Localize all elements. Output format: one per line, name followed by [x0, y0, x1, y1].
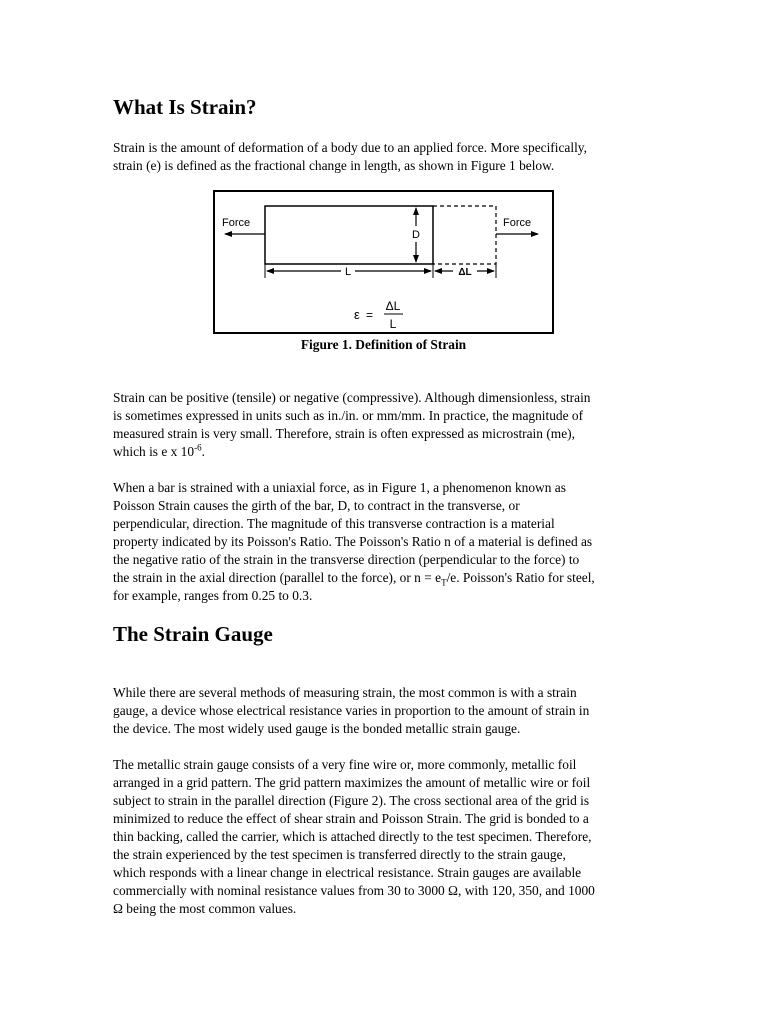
strain-definition-figure	[213, 190, 554, 334]
text-fragment: /e. Poisson's Ratio for steel,	[446, 570, 595, 585]
paragraph-measuring-strain	[113, 684, 658, 738]
text-line: is sometimes expressed in units such as in./in. or mm/mm. In practice, the magnitude of	[113, 408, 584, 423]
text-line: The metallic strain gauge consists of a very fine wire or, more commonly, metallic foil	[113, 757, 577, 772]
text-line: strain (e) is defined as the fractional change in length, as shown in Figure 1 below.	[113, 158, 555, 173]
paragraph-poisson-strain	[113, 479, 658, 605]
text-line: the device. The most widely used gauge is the bonded metallic strain gauge.	[113, 721, 521, 736]
bar-elongation-dashed	[433, 206, 496, 264]
paragraph-strain-definition	[113, 139, 658, 175]
text-line	[113, 569, 658, 587]
text-fragment: the strain in the axial direction (parallel to the force), or n = e	[113, 570, 442, 585]
text-line: the strain experienced by the test specimen is transferred directly to the strain gauge,	[113, 847, 566, 862]
text-line: property indicated by its Poisson's Ratio. The Poisson's Ratio n of a material is defined as	[113, 534, 593, 549]
text-line: Strain can be positive (tensile) or negative (compressive). Although dimensionless, strain	[113, 390, 591, 405]
superscript: -6	[194, 442, 202, 453]
text-fragment: .	[201, 444, 205, 459]
equation-equals: =	[366, 308, 374, 322]
text-line: for example, ranges from 0.25 to 0.3.	[113, 588, 313, 603]
text-line: commercially with nominal resistance values from 30 to 3000 Ω, with 120, 350, and 1000	[113, 883, 595, 898]
text-line: the negative ratio of the strain in the transverse direction (perpendicular to the force) to	[113, 552, 580, 567]
text-line: Ω being the most common values.	[113, 901, 297, 916]
text-line: Poisson Strain causes the girth of the bar, D, to contract in the transverse, or	[113, 498, 520, 513]
text-line: When a bar is strained with a uniaxial force, as in Figure 1, a phenomenon known as	[113, 480, 566, 495]
paragraph-microstrain	[113, 389, 658, 461]
text-line: perpendicular, direction. The magnitude of this transverse contraction is a material	[113, 516, 555, 531]
force-right-label: Force	[503, 217, 532, 229]
text-line: arranged in a grid pattern. The grid pattern maximizes the amount of metallic wire or foil	[113, 775, 591, 790]
text-line: thin backing, called the carrier, which is attached directly to the test specimen. Therefore,	[113, 829, 592, 844]
text-line: measured strain is very small. Therefore, strain is often expressed as microstrain (me),	[113, 426, 575, 441]
text-line: Strain is the amount of deformation of a body due to an applied force. More specifically,	[113, 140, 587, 155]
equation-numerator: ΔL	[385, 299, 401, 313]
heading-strain-gauge: The Strain Gauge	[113, 622, 273, 646]
text-fragment: which is e x 10	[113, 444, 195, 459]
l-label: L	[344, 266, 352, 278]
text-line: gauge, a device whose electrical resistance varies in proportion to the amount of strain in	[113, 703, 590, 718]
bar-original	[265, 206, 433, 264]
text-line: minimized to reduce the effect of shear strain and Poisson Strain. The grid is bonded to a	[113, 811, 589, 826]
text-line: While there are several methods of measuring strain, the most common is with a strain	[113, 685, 577, 700]
text-line: which responds with a linear change in electrical resistance. Strain gauges are available	[113, 865, 582, 880]
delta-l-label: ΔL	[458, 267, 472, 278]
force-left-label: Force	[222, 217, 251, 229]
equation-denominator: L	[389, 317, 397, 331]
figure-caption: Figure 1. Definition of Strain	[300, 337, 467, 352]
text-line: subject to strain in the parallel direction (Figure 2). The cross sectional area of the grid is	[113, 793, 590, 808]
equation-epsilon: ε	[354, 307, 360, 322]
d-label: D	[412, 229, 420, 241]
subscript: T	[441, 577, 447, 588]
paragraph-metallic-gauge	[113, 756, 658, 918]
text-line	[113, 443, 658, 461]
heading-what-is-strain: What Is Strain?	[113, 95, 257, 119]
